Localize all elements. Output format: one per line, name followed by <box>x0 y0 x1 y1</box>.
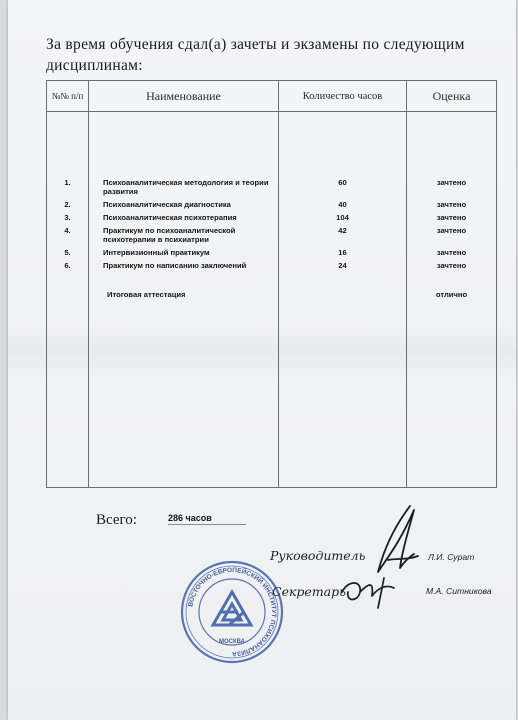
heading-line-1: За время обучения сдал(а) зачеты и экзамены по следующим <box>46 36 465 53</box>
official-stamp <box>180 560 284 664</box>
row-discipline: Практикум по написанию заключений <box>89 257 279 270</box>
row-hours: 60 <box>279 112 407 197</box>
row-grade: зачтено <box>407 222 497 244</box>
director-name: Л.И. Сурат <box>428 552 475 562</box>
total-label: Всего: <box>96 512 137 528</box>
director-signature <box>368 502 428 582</box>
row-number: 5. <box>47 244 89 257</box>
table-row <box>47 209 497 222</box>
stamp-city: МОСКВА <box>218 639 246 645</box>
table-row <box>47 244 497 257</box>
header-number: №№ п/п <box>47 81 89 112</box>
row-hours: 24 <box>279 257 407 270</box>
document-heading <box>46 34 506 76</box>
row-discipline: Интервизионный практикум <box>89 244 279 257</box>
header-name: Наименование <box>89 81 279 112</box>
row-hours: 104 <box>279 209 407 222</box>
row-discipline: Психоаналитическая диагностика <box>89 196 279 209</box>
row-grade: зачтено <box>407 112 497 197</box>
table-row <box>47 112 497 197</box>
header-hours: Количество часов <box>279 81 407 112</box>
row-grade: зачтено <box>407 244 497 257</box>
stamp-emblem-icon <box>213 592 251 625</box>
row-grade: зачтено <box>407 209 497 222</box>
row-number: 6. <box>47 257 89 270</box>
row-number-empty <box>47 270 89 488</box>
row-number: 2. <box>47 196 89 209</box>
table-row <box>47 196 497 209</box>
row-discipline: Психоаналитическая психотерапия <box>89 209 279 222</box>
row-discipline: Практикум по психоаналитической психотерапии в психиатрии <box>89 222 279 244</box>
director-role: Руководитель <box>270 548 366 563</box>
table-row-final <box>47 270 497 488</box>
table-header-row <box>47 81 497 112</box>
row-hours: 16 <box>279 244 407 257</box>
row-grade: зачтено <box>407 196 497 209</box>
row-number: 3. <box>47 209 89 222</box>
heading-line-2: дисциплинам: <box>46 57 143 74</box>
secretary-signature <box>338 574 400 610</box>
header-grade: Оценка <box>407 81 497 112</box>
table-row <box>47 257 497 270</box>
final-hours-empty <box>279 270 407 488</box>
table-row <box>47 222 497 244</box>
row-number: 4. <box>47 222 89 244</box>
total-hours-value: 286 часов <box>168 513 246 525</box>
row-number: 1. <box>47 112 89 197</box>
stamp-ring-text: ВОСТОЧНО-ЕВРОПЕЙСКИЙ ИНСТИТУТ ПСИХОАНАЛИЗА <box>187 566 278 658</box>
row-discipline: Психоаналитическая методология и теории развития <box>89 112 279 197</box>
final-attestation-label: Итоговая аттестация <box>89 270 279 488</box>
row-hours: 42 <box>279 222 407 244</box>
grades-table <box>46 80 497 488</box>
document-sheet <box>8 0 516 720</box>
secretary-name: М.А. Ситникова <box>426 586 492 596</box>
row-grade: зачтено <box>407 257 497 270</box>
secretary-role: Секретарь <box>272 584 346 599</box>
row-hours: 40 <box>279 196 407 209</box>
final-attestation-grade: отлично <box>407 270 497 488</box>
